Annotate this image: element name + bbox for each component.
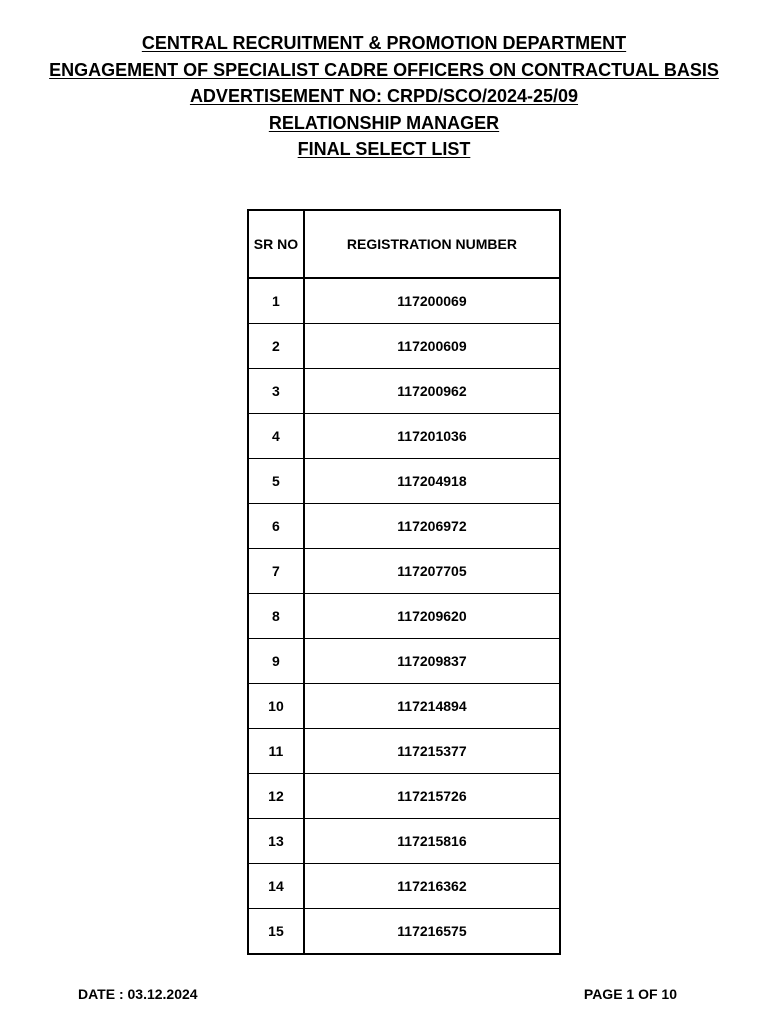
registration-number-cell: 117201036 (304, 414, 560, 459)
sr-no-cell: 11 (248, 729, 304, 774)
sr-no-cell: 1 (248, 278, 304, 324)
post-name: RELATIONSHIP MANAGER (268, 112, 500, 133)
final-select-table (247, 209, 561, 955)
table-row (248, 459, 560, 504)
registration-number-cell: 117216575 (304, 909, 560, 955)
sr-no-cell: 4 (248, 414, 304, 459)
sr-no-cell: 10 (248, 684, 304, 729)
table-row (248, 369, 560, 414)
registration-number-cell: 117214894 (304, 684, 560, 729)
sr-no-cell: 7 (248, 549, 304, 594)
table-row (248, 504, 560, 549)
table-header-row (248, 210, 560, 278)
sr-no-cell: 6 (248, 504, 304, 549)
registration-number-cell: 117207705 (304, 549, 560, 594)
table-row (248, 639, 560, 684)
table-row (248, 819, 560, 864)
sr-no-cell: 5 (248, 459, 304, 504)
sr-no-cell: 13 (248, 819, 304, 864)
registration-number-cell: 117215816 (304, 819, 560, 864)
table-row (248, 909, 560, 955)
sr-no-cell: 14 (248, 864, 304, 909)
registration-number-cell: 117200069 (304, 278, 560, 324)
column-header-registration-number: REGISTRATION NUMBER (304, 210, 560, 278)
document-header (0, 30, 768, 163)
table-row (248, 549, 560, 594)
registration-number-cell: 117200962 (304, 369, 560, 414)
footer-date: DATE : 03.12.2024 (78, 986, 198, 1002)
registration-number-cell: 117206972 (304, 504, 560, 549)
sr-no-cell: 8 (248, 594, 304, 639)
table-row (248, 594, 560, 639)
registration-number-cell: 117200609 (304, 324, 560, 369)
sr-no-cell: 15 (248, 909, 304, 955)
registration-number-cell: 117215377 (304, 729, 560, 774)
sr-no-cell: 2 (248, 324, 304, 369)
table-row (248, 774, 560, 819)
registration-number-cell: 117204918 (304, 459, 560, 504)
department-title: CENTRAL RECRUITMENT & PROMOTION DEPARTMENT (141, 33, 627, 53)
table-row (248, 684, 560, 729)
registration-number-cell: 117209837 (304, 639, 560, 684)
table-row (248, 278, 560, 324)
sr-no-cell: 3 (248, 369, 304, 414)
footer-page-number: PAGE 1 OF 10 (583, 986, 677, 1002)
registration-number-cell: 117216362 (304, 864, 560, 909)
table-row (248, 864, 560, 909)
engagement-title: ENGAGEMENT OF SPECIALIST CADRE OFFICERS ON CONTRACTUAL BASIS (49, 59, 719, 80)
registration-number-cell: 117215726 (304, 774, 560, 819)
sr-no-cell: 12 (248, 774, 304, 819)
table-row (248, 729, 560, 774)
table-row (248, 324, 560, 369)
column-header-sr-no: SR NO (248, 210, 304, 278)
advertisement-number: ADVERTISEMENT NO: CRPD/SCO/2024-25/09 (189, 86, 579, 106)
registration-number-cell: 117209620 (304, 594, 560, 639)
list-title: FINAL SELECT LIST (297, 139, 471, 159)
table-body (248, 278, 560, 954)
table-row (248, 414, 560, 459)
sr-no-cell: 9 (248, 639, 304, 684)
